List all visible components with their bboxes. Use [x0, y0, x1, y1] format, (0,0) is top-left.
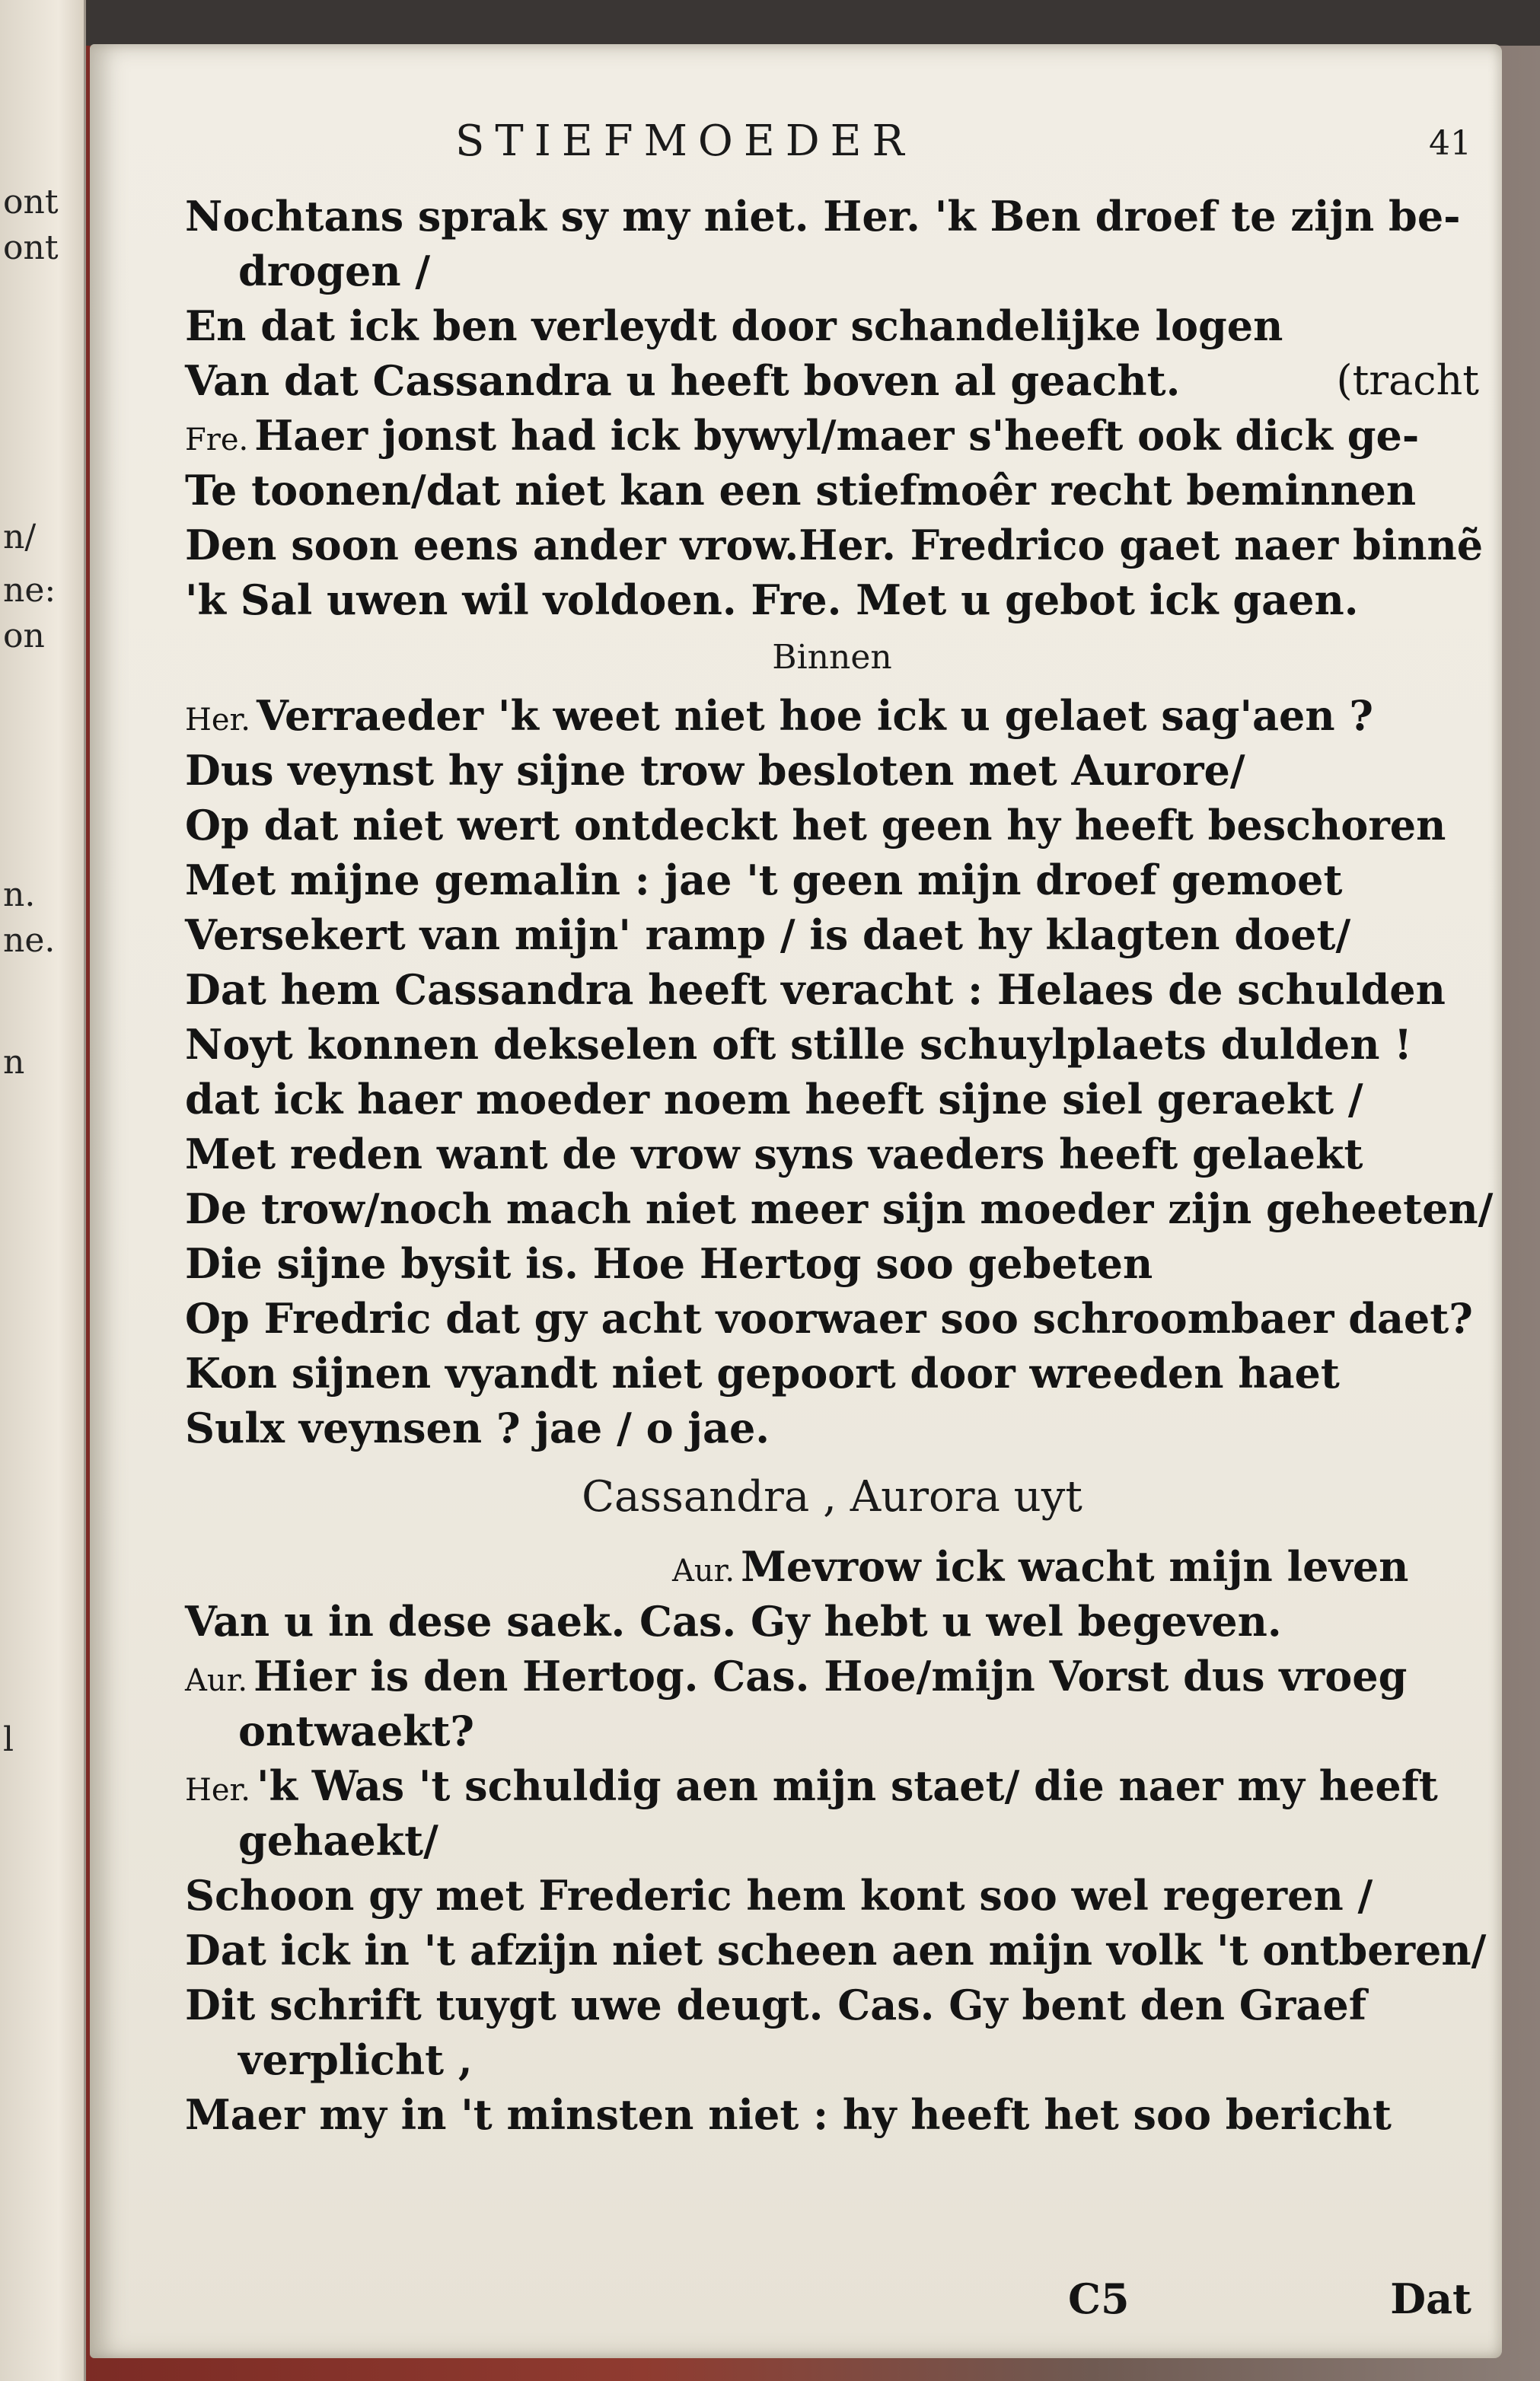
running-title: STIEFMOEDER — [455, 116, 915, 166]
verse-line — [185, 1291, 1479, 1346]
verse-line — [185, 2087, 1479, 2142]
verse-line-text: verplicht , — [238, 2035, 473, 2084]
verse-line-text: Dat hem Cassandra heeft veracht : Helaes de schulden — [185, 965, 1446, 1014]
speaker-label: Aur. — [672, 1554, 735, 1589]
verse-line-text: Haer jonst had ick bywyl/maer s'heeft ook dick ge- — [254, 411, 1420, 460]
signature-mark: C5 — [1068, 2274, 1130, 2323]
verse-line — [185, 1813, 1479, 1868]
verse-line-text: Schoon gy met Frederic hem kont soo wel regeren / — [185, 1871, 1373, 1920]
verse-line-text: Op Fredric dat gy acht voorwaer soo schroombaer daet? — [185, 1294, 1473, 1343]
verse-line-text: Maer my in 't minsten niet : hy heeft het soo bericht — [185, 2090, 1392, 2139]
verse-line — [185, 353, 1479, 408]
left-page-fragment: ont — [3, 183, 59, 222]
verse-line — [185, 962, 1479, 1017]
page-number: 41 — [1429, 124, 1471, 163]
verse-line — [185, 1072, 1479, 1127]
speaker-label: Fre. — [185, 422, 249, 457]
verse-line — [185, 1978, 1479, 2032]
verse-line-text: Die sijne bysit is. Hoe Hertog soo gebeten — [185, 1239, 1153, 1288]
speaker-label: Her. — [185, 1773, 250, 1808]
verse-line-text: dat ick haer moeder noem heeft sijne siel geraekt / — [185, 1075, 1363, 1124]
verse-line-text: Versekert van mijn' ramp / is daet hy klagten doet/ — [185, 910, 1351, 959]
verse-text — [185, 189, 1494, 2142]
left-page-fragment: on — [3, 617, 45, 655]
left-page-fragment: n/ — [3, 518, 37, 556]
verse-line — [185, 1594, 1479, 1649]
verse-line-text: Van dat Cassandra u heeft boven al geacht. — [185, 356, 1181, 405]
verse-line — [185, 798, 1479, 853]
verse-block-1 — [185, 189, 1484, 627]
stage-direction-enter: Cassandra , Aurora uyt — [582, 1472, 1082, 1522]
verse-line — [185, 572, 1479, 627]
verse-line-text: Noyt konnen dekselen oft stille schuylplaets dulden ! — [185, 1020, 1412, 1069]
stage-direction-exit: Binnen — [772, 638, 892, 677]
left-page-edge — [0, 0, 86, 2381]
verse-line-text: Verraeder 'k weet niet hoe ick u gelaet sag'aen ? — [257, 691, 1374, 740]
verse-line — [185, 2032, 1479, 2087]
verse-line — [185, 907, 1479, 962]
verse-line-text: Kon sijnen vyandt niet gepoort door wreeden haet — [185, 1349, 1340, 1398]
verse-line-text: En dat ick ben verleydt door schandelijke logen — [185, 301, 1283, 350]
verse-line-text: 'k Was 't schuldig aen mijn staet/ die naer my heeft — [257, 1761, 1438, 1810]
left-page-fragment: ont — [3, 228, 59, 267]
verse-line-text: gehaekt/ — [238, 1816, 438, 1865]
verse-line — [185, 1236, 1479, 1291]
verse-line — [185, 1539, 1479, 1594]
verse-block-3 — [185, 1539, 1487, 2142]
catchword: Dat — [1390, 2274, 1471, 2323]
verse-line-text: Hier is den Hertog. Cas. Hoe/mijn Vorst dus vroeg — [253, 1652, 1408, 1700]
verse-line-text: Den soon eens ander vrow.Her. Fredrico gaet naer binnẽ — [185, 521, 1484, 569]
verse-block-2 — [185, 688, 1494, 1455]
verse-line — [185, 189, 1479, 244]
verse-line — [185, 1758, 1479, 1813]
verse-line — [185, 408, 1479, 463]
left-page-fragment: n. — [3, 875, 36, 914]
verse-line — [185, 1923, 1487, 1978]
verse-line-text: Op dat niet wert ontdeckt het geen hy heeft beschoren — [185, 801, 1446, 849]
verse-line — [185, 853, 1479, 907]
verse-line-text: Te toonen/dat niet kan een stiefmoêr recht beminnen — [185, 466, 1417, 515]
verse-line-text: Van u in dese saek. Cas. Gy hebt u wel begeven. — [185, 1597, 1282, 1646]
verse-line — [185, 298, 1479, 353]
verse-line — [185, 244, 1479, 298]
verse-line-text: Dat ick in 't afzijn niet scheen aen mijn volk 't ontberen/ — [185, 1926, 1487, 1975]
verse-line — [185, 1127, 1479, 1181]
book-page — [90, 44, 1502, 2358]
verse-line-text: Dit schrift tuygt uwe deugt. Cas. Gy bent den Graef — [185, 1981, 1366, 2029]
left-page-fragment: l — [3, 1720, 14, 1759]
left-page-fragment: ne. — [3, 921, 56, 960]
speaker-label: Her. — [185, 703, 250, 738]
verse-line-text: 'k Sal uwen wil voldoen. Fre. Met u gebot ick gaen. — [185, 575, 1359, 624]
verse-line — [185, 1649, 1479, 1704]
verse-line-text: ontwaekt? — [238, 1707, 475, 1755]
verse-line-text: Met mijne gemalin : jae 't geen mijn droef gemoet — [185, 856, 1343, 904]
verse-line-text: drogen / — [238, 247, 431, 295]
verse-line-text: Nochtans sprak sy my niet. Her. 'k Ben droef te zijn be- — [185, 192, 1461, 241]
verse-line-text: Mevrow ick wacht mijn leven — [741, 1542, 1409, 1591]
left-page-fragment: ne: — [3, 571, 56, 610]
verse-line — [185, 688, 1479, 743]
page-footer — [185, 2274, 1479, 2328]
verse-line-text: Met reden want de vrow syns vaeders heeft gelaekt — [185, 1130, 1363, 1178]
verse-line-text: De trow/noch mach niet meer sijn moeder zijn geheeten/ — [185, 1184, 1494, 1233]
left-page-fragment: n — [3, 1043, 25, 1082]
verse-line — [185, 1017, 1479, 1072]
verse-line — [185, 1868, 1479, 1923]
verse-line — [185, 743, 1479, 798]
verse-line — [185, 518, 1484, 572]
verse-line-text: Sulx veynsen ? jae / o jae. — [185, 1404, 770, 1452]
verse-line — [185, 1181, 1494, 1236]
verse-line — [185, 1346, 1479, 1401]
turnover-word: (tracht — [1336, 356, 1479, 404]
verse-line — [185, 1401, 1479, 1455]
verse-line — [185, 463, 1479, 518]
verse-line-text: Dus veynst hy sijne trow besloten met Aurore/ — [185, 746, 1245, 795]
speaker-label: Aur. — [185, 1663, 248, 1698]
verse-line — [185, 1704, 1479, 1758]
